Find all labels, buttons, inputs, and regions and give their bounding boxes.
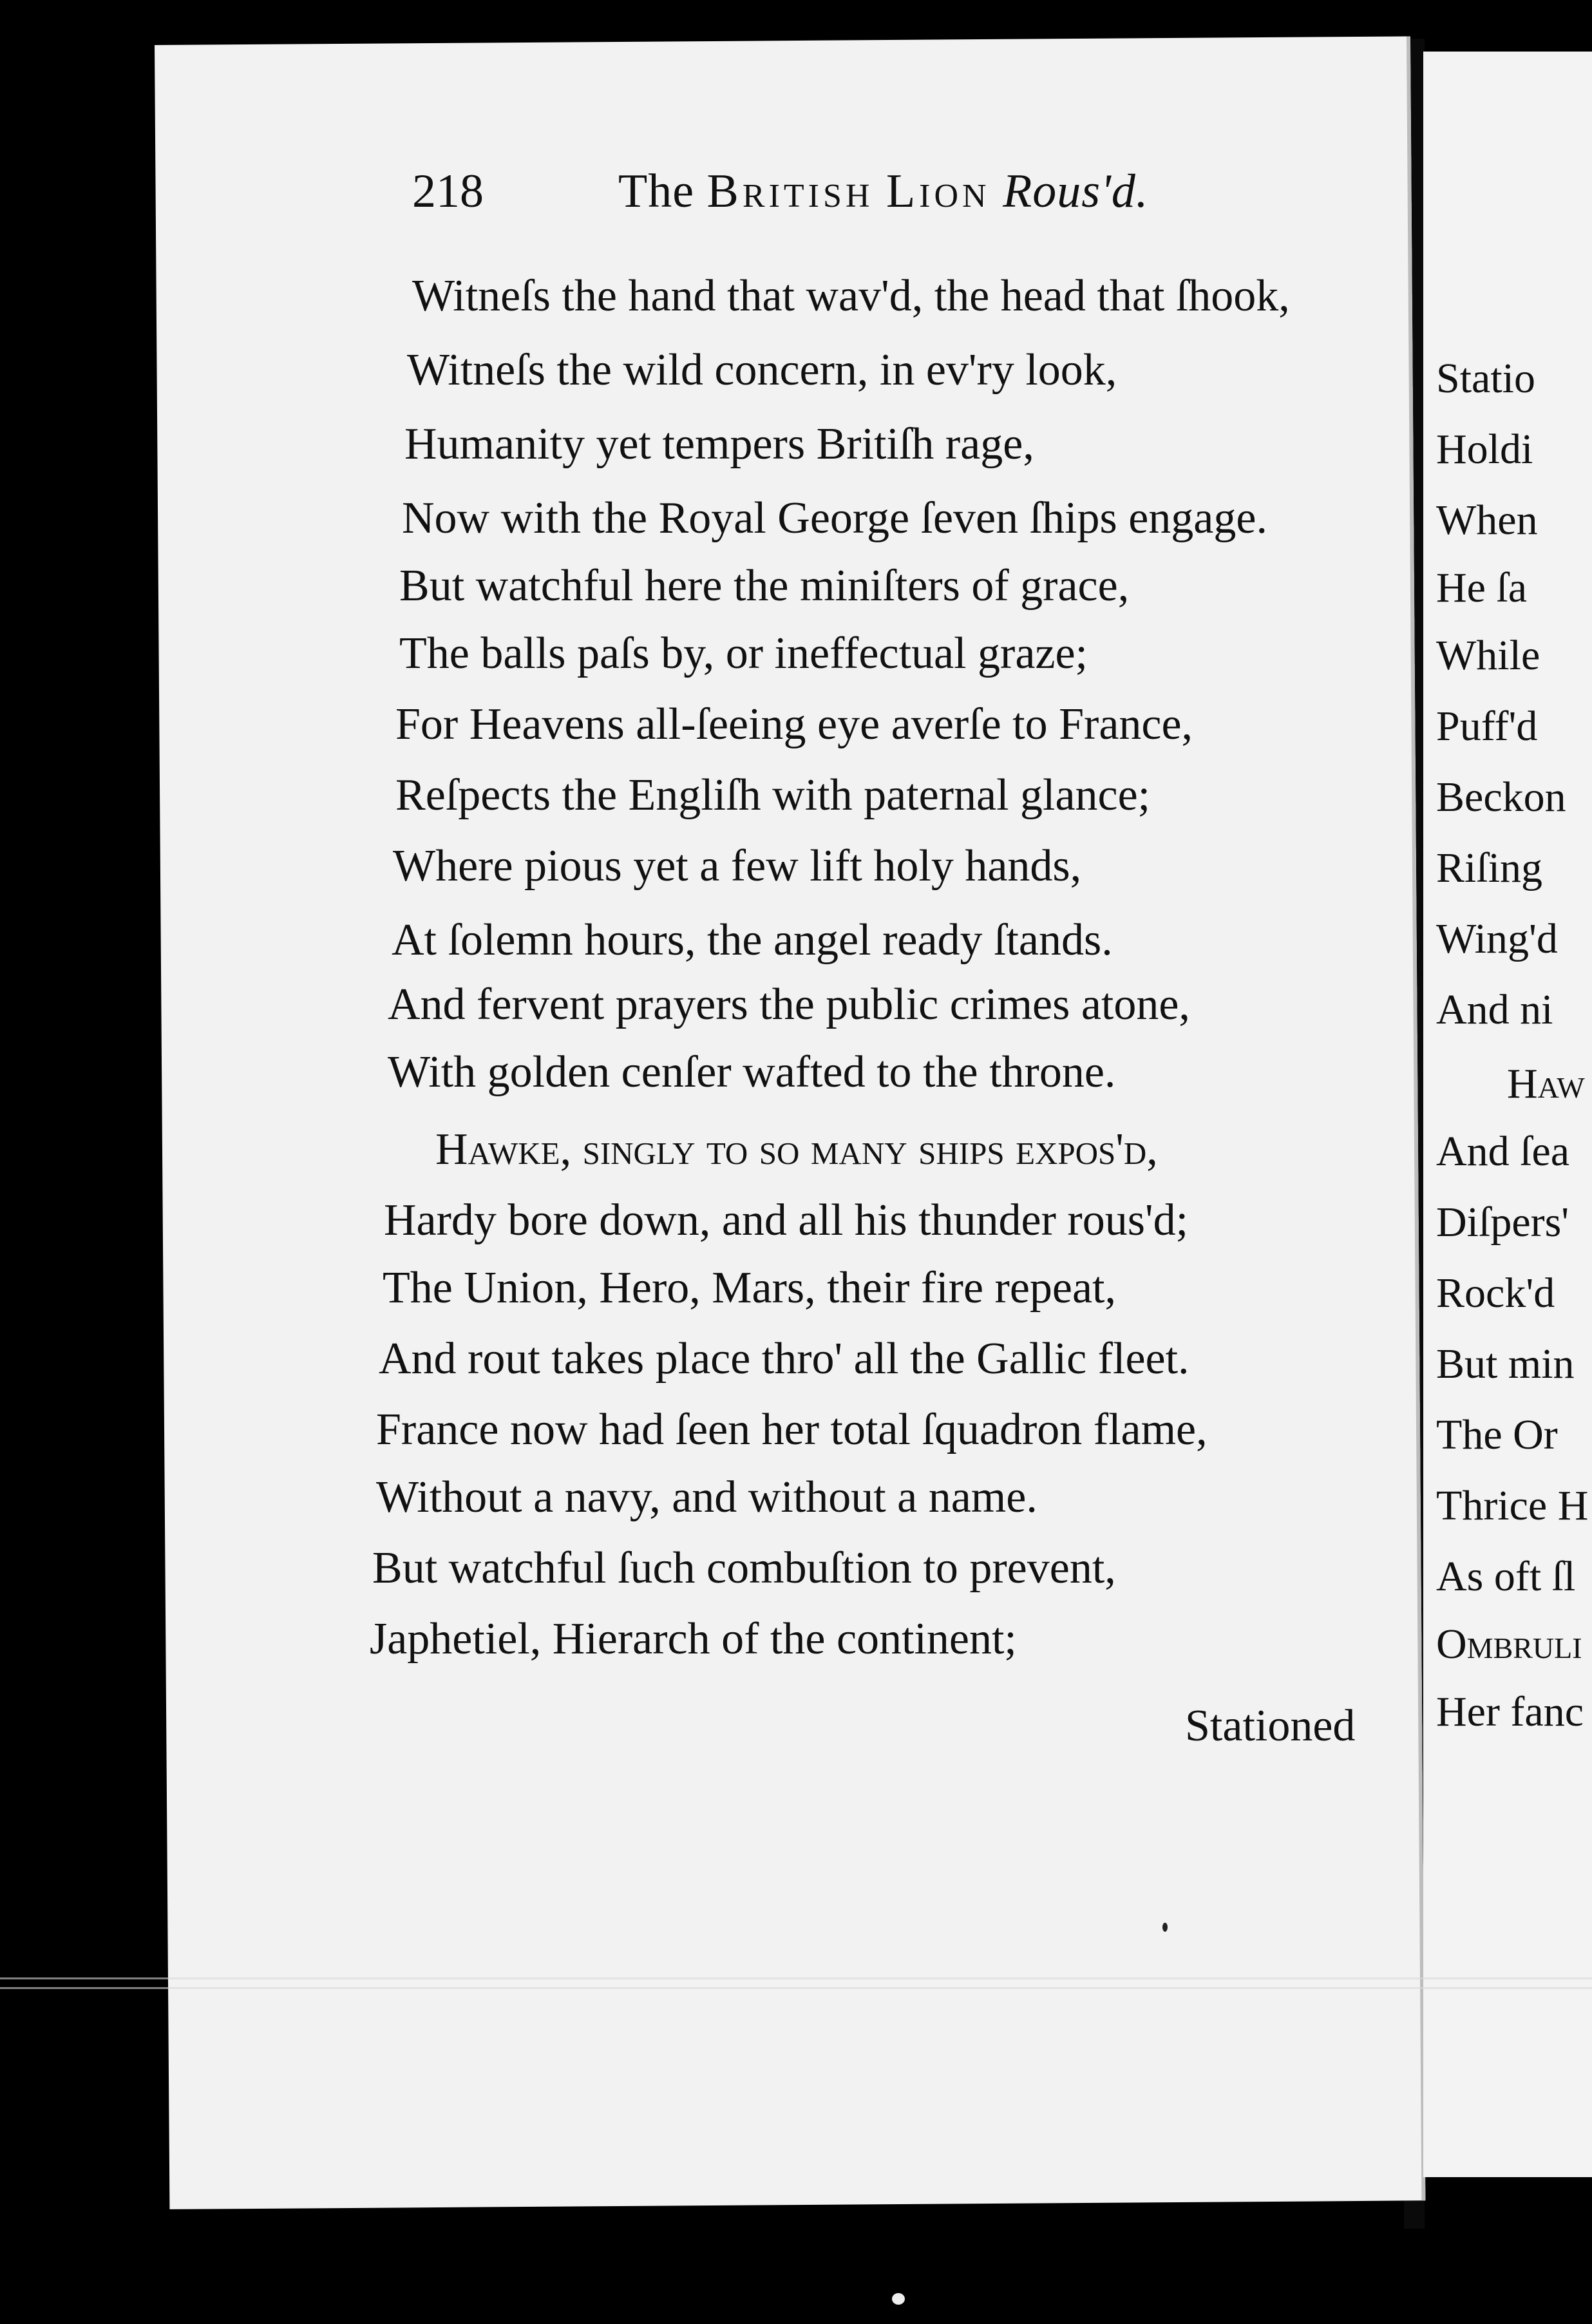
- poem-line: The balls paſs by, or ineffectual graze;: [399, 629, 1088, 678]
- facing-line: The Or: [1436, 1411, 1558, 1458]
- facing-line: And ſea: [1436, 1128, 1570, 1175]
- facing-line: Thrice H: [1436, 1482, 1589, 1529]
- facing-line: Diſpers': [1436, 1199, 1569, 1246]
- poem-line: Reſpects the Engliſh with paternal glance;: [395, 770, 1151, 820]
- facing-line: Rock'd: [1436, 1270, 1555, 1317]
- poem-line: The Union, Hero, Mars, their fire repeat,: [383, 1263, 1117, 1313]
- facing-line: Holdi: [1436, 426, 1533, 473]
- scan-artifact: [0, 1977, 1592, 1979]
- poem-line: With golden cenſer wafted to the throne.: [388, 1047, 1116, 1097]
- poem-line: At ſolemn hours, the angel ready ſtands.: [392, 915, 1113, 965]
- catchword: Stationed: [1185, 1701, 1356, 1751]
- facing-line: But min: [1436, 1340, 1575, 1387]
- poem-line: But watchful here the miniſters of grace,: [399, 561, 1130, 611]
- facing-line: As oft ſl: [1436, 1553, 1576, 1600]
- facing-line: Statio: [1436, 355, 1536, 402]
- poem-line: Now with the Royal George ſeven ſhips engage.: [402, 493, 1267, 543]
- scan-artifact: [0, 1987, 1592, 1989]
- facing-line: Riſing: [1436, 844, 1543, 891]
- poem-line: Hardy bore down, and all his thunder rous'd;: [384, 1195, 1189, 1245]
- facing-line: Puff'd: [1436, 703, 1538, 750]
- poem-line: Hawke, ſingly to ſo many ſhips expos'd,: [435, 1125, 1158, 1174]
- poem-line: Witneſs the hand that wav'd, the head that ſhook,: [412, 271, 1290, 321]
- poem-line: Where pious yet a few lift holy hands,: [393, 841, 1082, 891]
- ink-speck: [892, 2293, 905, 2305]
- poem-line: But watchful ſuch combuſtion to prevent,: [372, 1543, 1116, 1593]
- facing-line: While: [1436, 632, 1540, 679]
- poem-line: Japhetiel, Hierarch of the continent;: [370, 1614, 1017, 1664]
- poem-line: Humanity yet tempers Britiſh rage,: [404, 419, 1034, 469]
- poem-line: Witneſs the wild concern, in ev'ry look,: [407, 345, 1117, 395]
- poem-line: For Heavens all-ſeeing eye averſe to France,: [395, 700, 1193, 749]
- ink-speck: [1162, 1923, 1168, 1932]
- page-number: 218: [412, 165, 484, 218]
- running-title: The British Lion Rous'd.: [618, 165, 1149, 218]
- poem-line: And fervent prayers the public crimes atone,: [388, 980, 1190, 1029]
- facing-line: Beckon: [1436, 774, 1566, 821]
- facing-line: Haw: [1507, 1060, 1585, 1107]
- facing-line: He ſa: [1436, 564, 1528, 611]
- facing-line: Wing'd: [1436, 915, 1558, 962]
- facing-line: When: [1436, 497, 1538, 544]
- facing-line: And ni: [1436, 986, 1553, 1033]
- poem-line: France now had ſeen her total ſquadron flame,: [376, 1405, 1208, 1454]
- facing-line: Her fanc: [1436, 1688, 1584, 1735]
- poem-line: And rout takes place thro' all the Gallic fleet.: [379, 1334, 1189, 1384]
- poem-line: Without a navy, and without a name.: [376, 1472, 1038, 1522]
- facing-line: Ombruli: [1436, 1621, 1582, 1668]
